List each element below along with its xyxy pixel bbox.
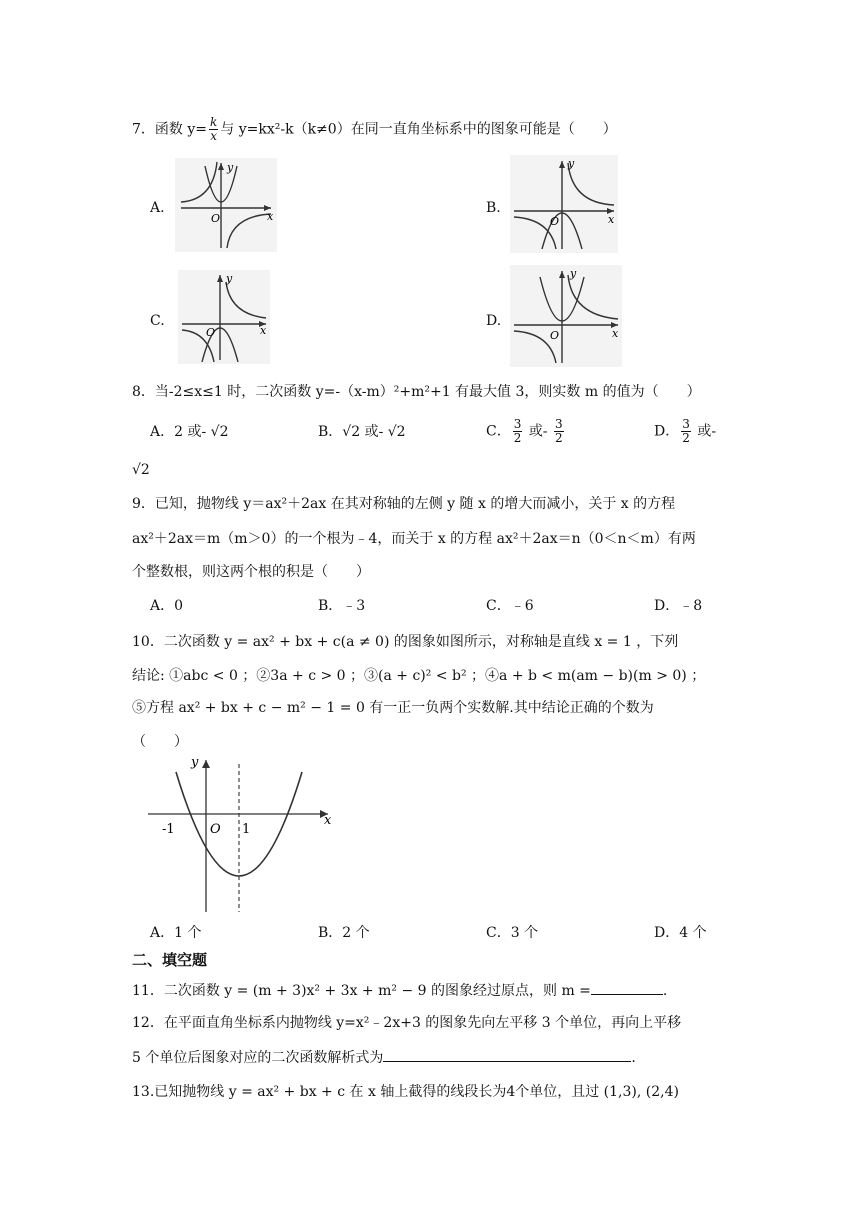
graph-d-y-label: y xyxy=(570,267,577,280)
q10-line-1: 10．二次函数 y = ax² + bx + c(a ≠ 0) 的图象如图所示，对称轴是直线 x = 1 ，下列 xyxy=(132,634,679,650)
graph-option-d-icon[interactable] xyxy=(510,265,622,367)
q9-option-d[interactable]: D．﹣8 xyxy=(654,598,703,614)
q11-answer-blank[interactable] xyxy=(591,980,663,995)
q10-line-3: ⑤方程 ax² + bx + c − m² − 1 = 0 有一正一负两个实数解.其中结论正确的个数为 xyxy=(132,700,654,716)
q9-option-b[interactable]: B．﹣3 xyxy=(318,598,366,614)
q8-option-b[interactable]: B．√2 或- √2 xyxy=(318,424,406,440)
q9-option-a[interactable]: A．0 xyxy=(150,598,184,614)
q9-option-c[interactable]: C．﹣6 xyxy=(486,598,534,614)
q8-c-fraction-1: $\frac{3}{2}$ xyxy=(513,417,522,445)
q9-line-3: 个整数根，则这两个根的积是（ ） xyxy=(132,564,370,580)
q8-option-c[interactable]: C． $\frac{3}{2}$ 或- $\frac{3}{2}$ xyxy=(486,417,563,445)
q12-line-2: 5 个单位后图象对应的二次函数解析式为 . xyxy=(132,1047,636,1068)
q10-neg1-label: -1 xyxy=(162,822,175,837)
graph-a-origin-label: O xyxy=(211,212,221,225)
q10-line-4: （ ） xyxy=(132,734,188,750)
q10-parabola-graph-icon xyxy=(140,752,340,916)
graph-d-origin-label: O xyxy=(550,329,560,342)
section-heading: 二、填空题 xyxy=(132,951,208,969)
q13-text: 13.已知抛物线 y = ax² + bx + c 在 x 轴上截得的线段长为4个单位，且过 (1,3), (2,4) xyxy=(132,1084,679,1100)
graph-c-origin-label: O xyxy=(206,326,216,339)
q10-line-2: 结论: ①abc < 0 ；②3a + c > 0 ；③(a + c)² < b² ；④a + b < m(am − b)(m > 0) ； xyxy=(132,668,706,684)
q12-answer-blank[interactable] xyxy=(383,1047,631,1062)
q7-stem: 7．函数 y= $\frac{k}{x}$ 与 y=kx²-k（k≠0）在同一直角坐标系中的图象可能是（ ） xyxy=(132,115,617,143)
q8-option-d[interactable]: D． $\frac{3}{2}$ 或- xyxy=(654,417,717,445)
q7-option-a-label[interactable]: A. xyxy=(150,200,165,216)
q10-x-label: x xyxy=(324,813,332,828)
graph-option-c-icon[interactable] xyxy=(178,270,270,364)
q7-option-c-label[interactable]: C. xyxy=(150,313,165,329)
q10-option-d[interactable]: D．4 个 xyxy=(654,925,707,941)
graph-b-x-label: x xyxy=(608,213,615,226)
q7-option-d-label[interactable]: D. xyxy=(486,313,502,329)
q10-option-b[interactable]: B．2 个 xyxy=(318,925,370,941)
q9-line-2: ax²＋2ax＝m（m＞0）的一个根为﹣4，而关于 x 的方程 ax²＋2ax＝n（0＜n＜m）有两 xyxy=(132,531,696,547)
q12-line-1: 12．在平面直角坐标系内抛物线 y=x²﹣2x+3 的图象先向左平移 3 个单位，再向上平移 xyxy=(132,1015,682,1031)
q8-d-fraction: $\frac{3}{2}$ xyxy=(682,417,690,445)
q11-text: 11．二次函数 y = (m + 3)x² + 3x + m² − 9 的图象经过原点，则 m = . xyxy=(132,980,667,1001)
graph-a-x-label: x xyxy=(267,210,274,223)
q7-option-b-label[interactable]: B. xyxy=(486,200,501,216)
graph-c-y-label: y xyxy=(226,272,233,285)
q9-line-1: 9．已知，抛物线 y＝ax²＋2ax 在其对称轴的左侧 y 随 x 的增大而减小，关于 x 的方程 xyxy=(132,496,676,512)
graph-option-a-icon[interactable] xyxy=(175,158,277,252)
q10-one-label: 1 xyxy=(242,822,251,837)
q10-option-a[interactable]: A．1 个 xyxy=(150,925,202,941)
q10-option-c[interactable]: C．3 个 xyxy=(486,925,539,941)
graph-option-b-icon[interactable] xyxy=(510,155,618,253)
q8-option-d-wrap: √2 xyxy=(132,462,150,478)
graph-d-x-label: x xyxy=(612,327,619,340)
q10-origin-label: O xyxy=(210,822,221,837)
graph-a-y-label: y xyxy=(227,161,234,174)
q8-option-a[interactable]: A．2 或- √2 xyxy=(150,424,229,440)
graph-b-origin-label: O xyxy=(550,215,560,228)
q10-y-label: y xyxy=(191,755,199,770)
graph-c-x-label: x xyxy=(260,324,267,337)
graph-b-y-label: y xyxy=(568,157,575,170)
q8-stem: 8．当-2≤x≤1 时，二次函数 y=-（x-m）²+m²+1 有最大值 3，则实数 m 的值为（ ） xyxy=(132,384,701,400)
q7-fraction: $\frac{k}{x}$ xyxy=(210,115,218,143)
q8-c-fraction-2: $\frac{3}{2}$ xyxy=(555,417,563,445)
